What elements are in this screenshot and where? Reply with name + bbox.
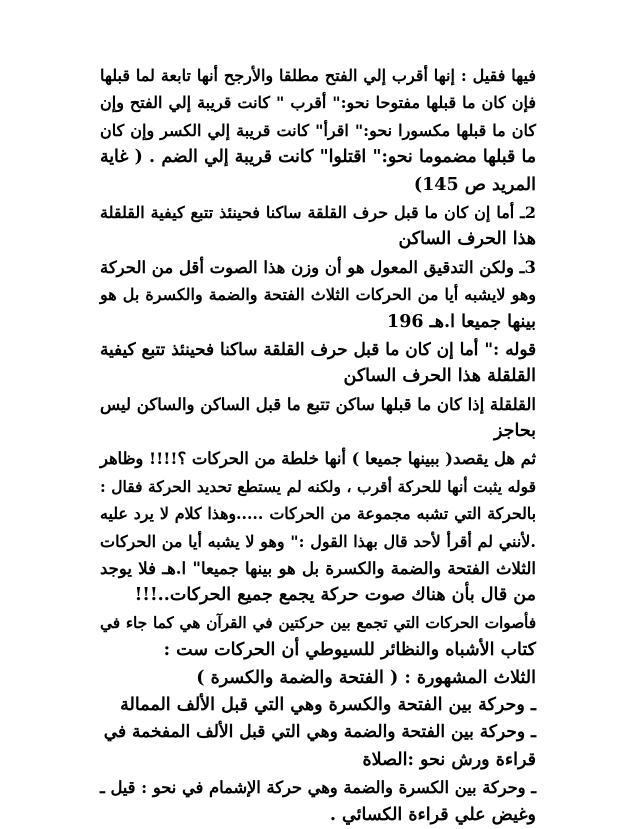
text-line-8: 3ـ ولكن التدقيق المعول هو أن وزن هذا الصوت أقل من الحركة: [99, 257, 536, 277]
text-line-11: قوله :" أما إن كان ما قبل حرف القلقة ساكنا فحينئذ تتبع كيفية: [100, 338, 536, 359]
text-line-16: قوله يثبت أنها للحركة أقرب ، ولكنه لم يستطع تحديد الحركة فقال :: [100, 476, 536, 496]
text-line-4: ما قبلها مضموما نحو:" اقتلوا" كانت قريبة إلي الضم . ( غاية: [100, 147, 536, 168]
text-line-18: .لأنني لم أقرأ لأحد قال بهذا القول :" وهو لا يشبه أيا من الحركات: [100, 531, 536, 551]
text-line-6: 2ـ أما إن كان ما قبل حرف القلقة ساكنا فحينئذ تتبع كيفية القلقلة: [100, 202, 536, 222]
text-line-23: الثلاث المشهورة : ( الفتحة والضمة والكسرة ): [196, 667, 536, 688]
text-line-28: وغيض علي قراءة الكسائي .: [329, 804, 536, 825]
text-line-26: قراءة ورش نحو :الصلاة: [362, 749, 536, 770]
text-line-10: بينها جميعا ا.هـ 196: [387, 311, 536, 332]
text-line-5: المريد ص 145): [413, 174, 536, 195]
text-line-19: الثلاث الفتحة والضمة والكسرة بل هو بينها جميعا" ا.هـ فلا يوجد: [100, 559, 536, 579]
text-line-17: بالحركة التي تشبه مجموعة من الحركات .....وهذا كلام لا يرد عليه: [100, 504, 536, 524]
text-line-20: من قال بأن هناك صوت حركة يجمع جميع الحركات..!!!: [134, 585, 536, 606]
text-line-14: بحاجز: [494, 421, 536, 442]
text-line-27: ـ وحركة بين الكسرة والضمة وهي حركة الإشمام في نحو : قيل ـ: [100, 778, 536, 798]
text-line-15: ثم هل يقصد( ببينها جميعا ) أنها خلطة من الحركات ؟!!!! وظاهر: [100, 449, 536, 469]
text-line-2: فإن كان ما قبلها مفتوحا نحو:" أقرب " كانت قريبة إلي الفتح وإن: [100, 93, 536, 113]
text-line-9: وهو لايشبه أيا من الحركات الثلاث الفتحة والضمة والكسرة بل هو: [100, 285, 536, 305]
text-line-1: فيها فقيل : إنها أقرب إلي الفتح مطلقا والأرجح أنها تابعة لما قبلها: [100, 66, 536, 85]
text-line-7: هذا الحرف الساكن: [398, 229, 536, 250]
document-page: [100, 62, 536, 829]
text-line-3: كان ما قبلها مكسورا نحو:" اقرأ" كانت قريبة إلي الكسر وإن كان: [100, 120, 536, 140]
text-line-12: القلقلة هذا الحرف الساكن: [343, 366, 536, 387]
text-line-21: فأصوات الحركات التي تجمع بين حركتين في القرآن هي كما جاء في: [100, 613, 536, 632]
text-line-24: ـ وحركة بين الفتحة والكسرة وهي التي قبل الألف الممالة: [120, 694, 536, 715]
text-line-25: ـ وحركة بين الفتحة والضمة وهي التي قبل الألف المفخمة في: [103, 722, 536, 743]
text-line-22: كتاب الأشباه والنظائر للسيوطي أن الحركات ست :: [163, 640, 536, 661]
text-line-13: القلقلة إذا كان ما قبلها ساكن تتبع ما قبل الساكن والساكن ليس: [100, 394, 536, 414]
